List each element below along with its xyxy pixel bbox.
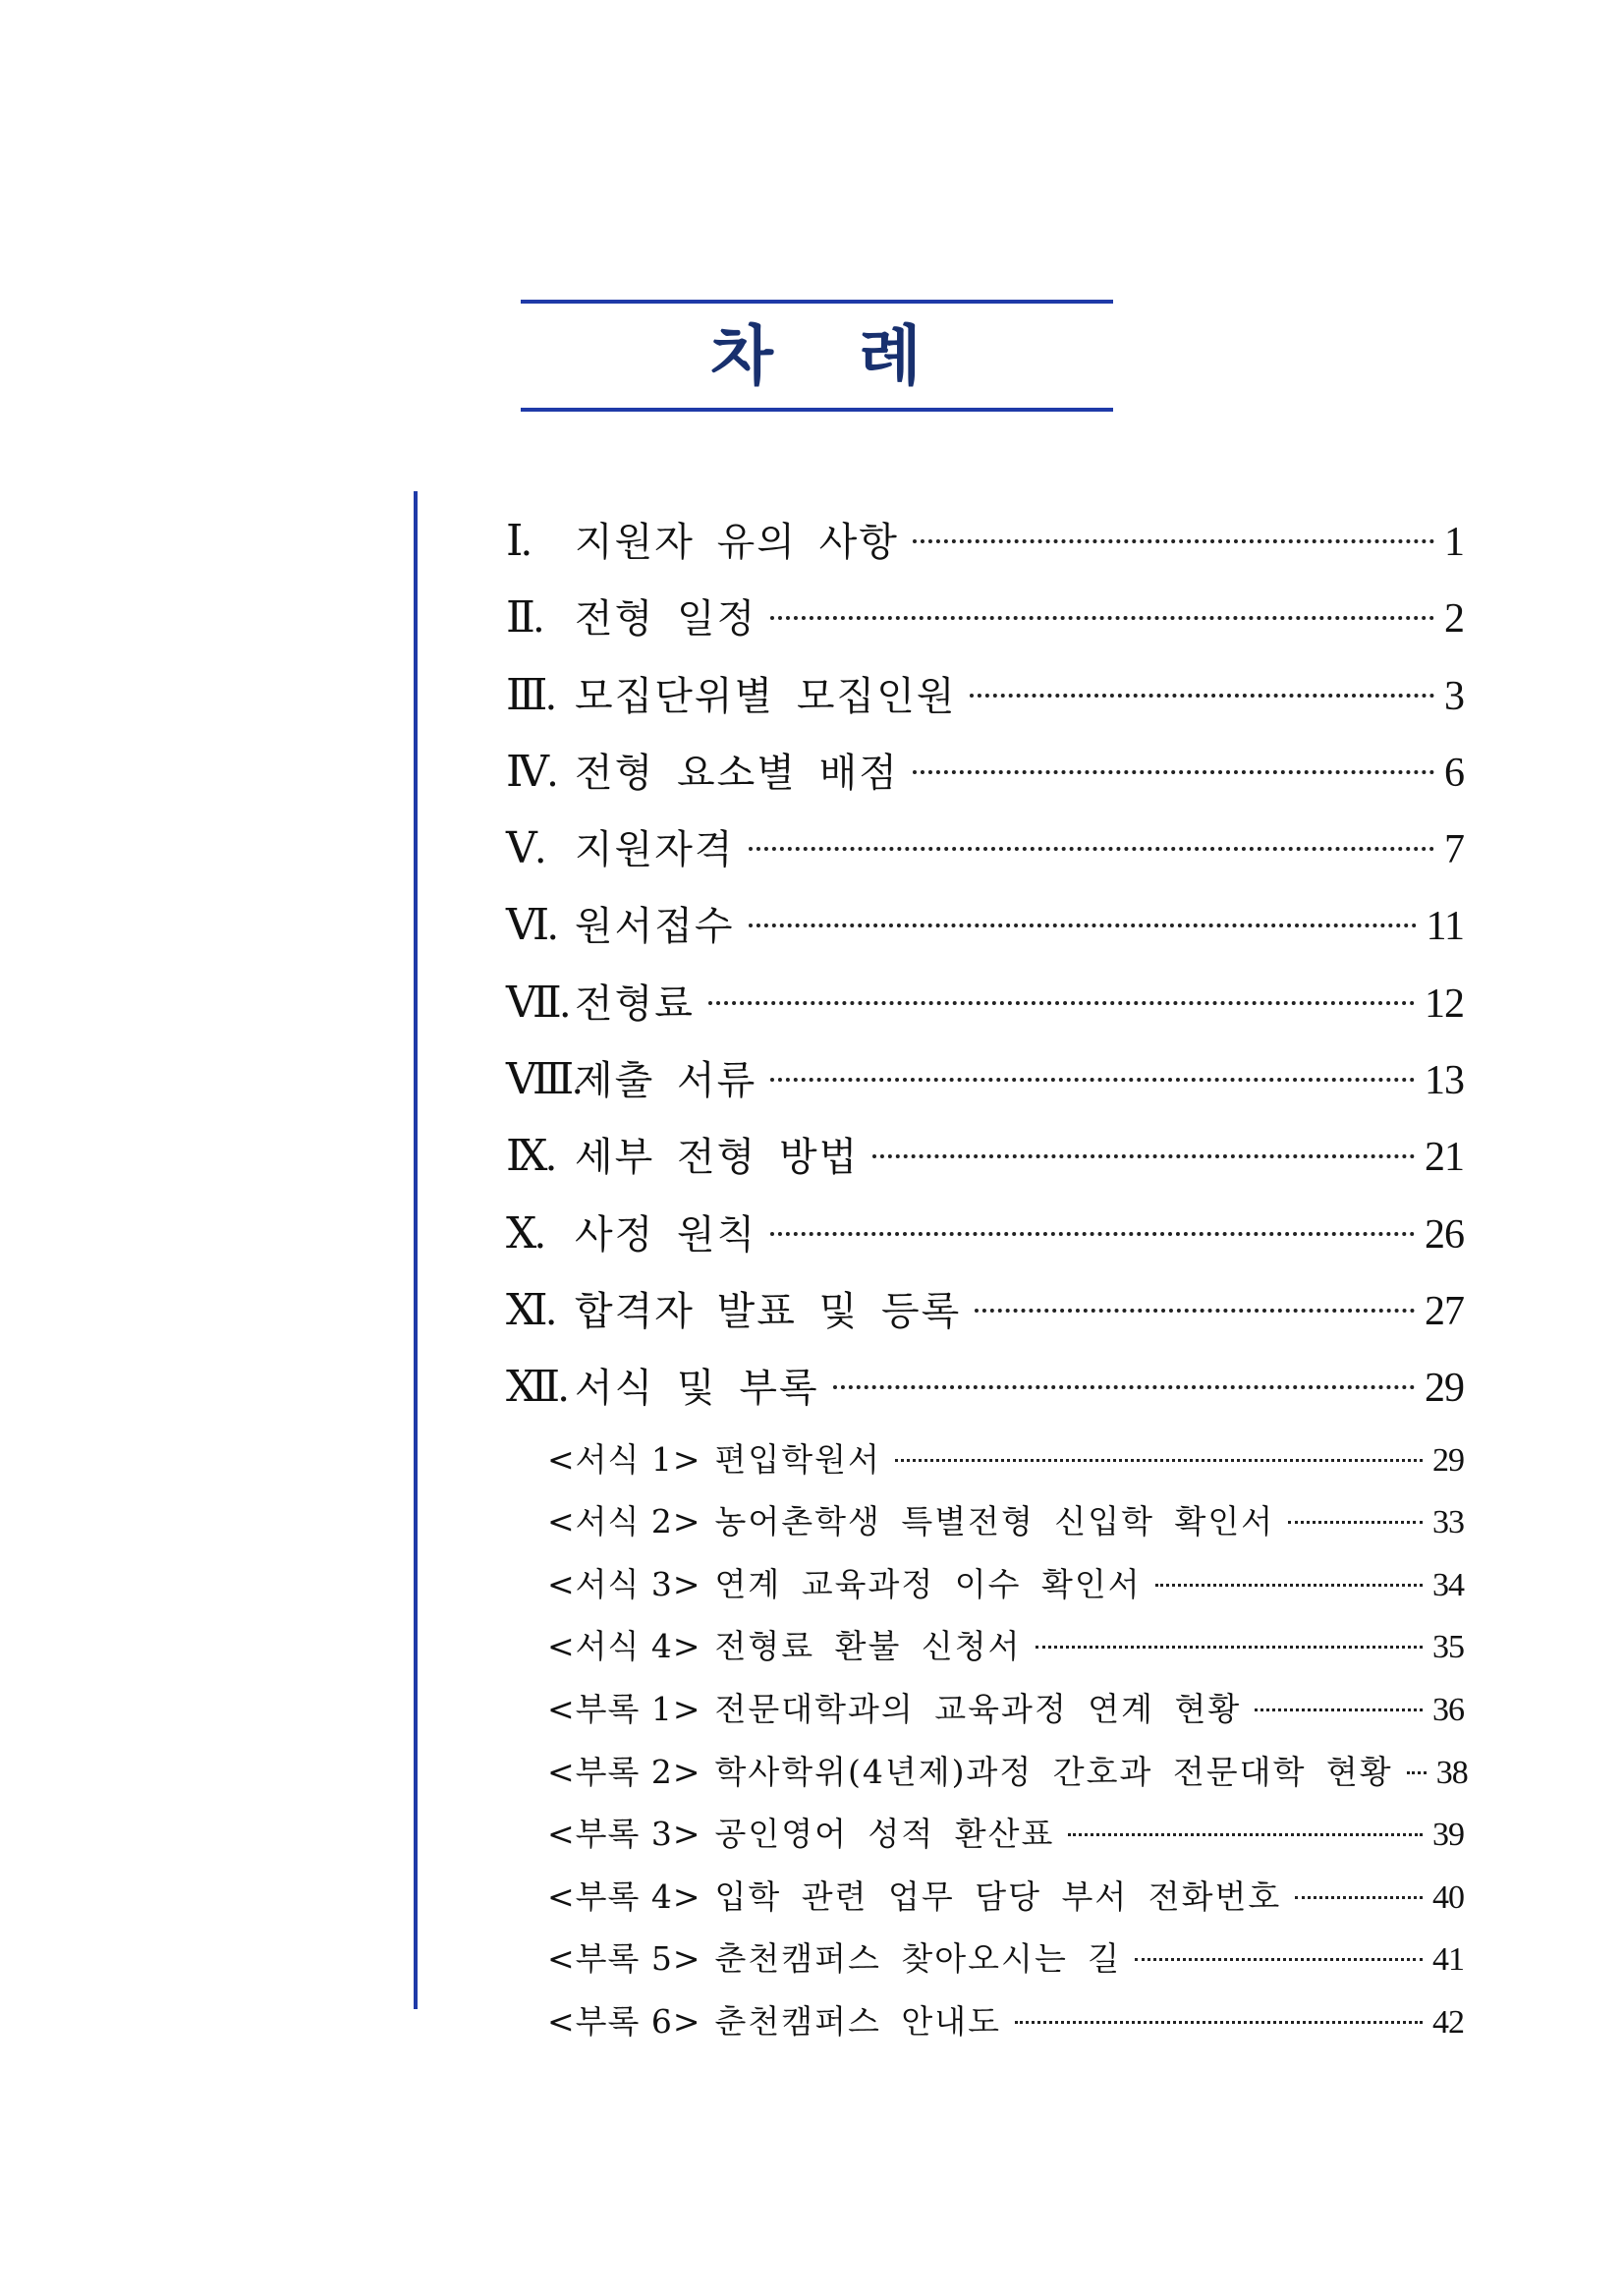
title-bottom-rule [521, 408, 1113, 412]
dot-leader [1407, 1771, 1427, 1774]
dot-leader [1068, 1833, 1423, 1836]
toc-item[interactable] [506, 895, 1464, 972]
dot-leader [913, 770, 1434, 774]
toc-item[interactable] [506, 1204, 1464, 1280]
dot-leader [1135, 1958, 1423, 1961]
toc-item[interactable] [506, 511, 1464, 588]
appendix-item[interactable] [506, 1434, 1464, 1497]
appendix-item-label: 농어촌학생 특별전형 신입학 확인서 [714, 1502, 1275, 1541]
appendix-item-label: 입학 관련 업무 담당 부서 전화번호 [714, 1876, 1282, 1916]
appendix-item-page: 39 [1432, 1817, 1464, 1854]
toc-item[interactable] [506, 1126, 1464, 1203]
toc-item-label: 서식 및 부록 [575, 1366, 819, 1412]
dot-leader [833, 1385, 1415, 1389]
toc-item-number: Ⅰ. [506, 517, 531, 565]
toc-item[interactable] [506, 742, 1464, 818]
dot-leader [770, 1232, 1415, 1236]
dot-leader [1036, 1646, 1423, 1649]
toc-item-label: 지원자격 [575, 827, 735, 873]
dot-leader [975, 1309, 1415, 1313]
toc-item-page: 1 [1444, 520, 1464, 565]
toc-item-label: 원서접수 [575, 904, 735, 950]
appendix-item-tag: <부록 4> [547, 1876, 701, 1916]
toc-item[interactable] [506, 818, 1464, 895]
toc-item-label: 모집단위별 모집인원 [575, 673, 957, 719]
toc-item-label: 지원자 유의 사항 [575, 520, 899, 565]
appendix-item-page: 41 [1432, 1941, 1464, 1979]
toc-item-number: Ⅻ. [506, 1363, 568, 1412]
appendix-item[interactable] [506, 1684, 1464, 1747]
appendix-item-label: 연계 교육과정 이수 확인서 [714, 1564, 1142, 1603]
appendix-item-tag: <부록 2> [547, 1752, 701, 1791]
appendix-item-label: 춘천캠퍼스 찾아오시는 길 [714, 1939, 1122, 1979]
dot-leader [1295, 1896, 1423, 1899]
title-top-rule [521, 300, 1113, 304]
appendix-item-label: 학사학위(4년제)과정 간호과 전문대학 현황 [714, 1752, 1393, 1791]
dot-leader [970, 694, 1434, 698]
side-rule [414, 491, 418, 2009]
toc-item-label: 사정 원칙 [575, 1211, 757, 1258]
toc-item-page: 13 [1425, 1058, 1464, 1104]
toc-item-label: 합격자 발표 및 등록 [575, 1288, 962, 1334]
toc-item-page: 21 [1425, 1135, 1464, 1181]
appendix-item-tag: <서식 2> [547, 1502, 701, 1541]
toc-item-label: 전형 일정 [575, 596, 757, 643]
appendix-item[interactable] [506, 1496, 1464, 1559]
toc-item-number: Ⅸ. [506, 1132, 555, 1181]
toc-item-page: 11 [1426, 904, 1464, 950]
toc-item-number: Ⅵ. [506, 901, 557, 950]
appendix-item-page: 34 [1432, 1566, 1464, 1603]
dot-leader [770, 616, 1434, 620]
title-box [521, 300, 1113, 412]
appendix-item[interactable] [506, 1872, 1464, 1934]
dot-leader [1015, 2021, 1423, 2024]
appendix-item-label: 춘천캠퍼스 안내도 [714, 2001, 1002, 2041]
toc-item[interactable] [506, 973, 1464, 1049]
toc-item[interactable] [506, 1049, 1464, 1126]
appendix-item-label: 전문대학과의 교육과정 연계 현황 [714, 1689, 1242, 1728]
toc-item-label: 세부 전형 방법 [575, 1135, 860, 1181]
appendix-item-tag: <부록 1> [547, 1689, 701, 1728]
toc-item-number: Ⅲ. [506, 670, 555, 719]
appendix-item-page: 29 [1432, 1441, 1464, 1479]
toc-item-page: 27 [1425, 1288, 1464, 1334]
appendix-item[interactable] [506, 1996, 1464, 2059]
dot-leader [913, 539, 1434, 543]
appendix-item-label: 공인영어 성적 환산표 [714, 1815, 1055, 1854]
appendix-item-tag: <서식 3> [547, 1564, 701, 1603]
toc-item[interactable] [506, 1357, 1464, 1433]
appendix-item[interactable] [506, 1933, 1464, 1996]
dot-leader [895, 1459, 1423, 1462]
dot-leader [872, 1154, 1415, 1158]
toc-item-number: Ⅹ. [506, 1208, 544, 1258]
dot-leader [770, 1078, 1415, 1082]
dot-leader [708, 1001, 1415, 1005]
toc-item-label: 제출 서류 [575, 1058, 757, 1104]
appendix-item-tag: <서식 4> [547, 1627, 701, 1666]
appendix-item-tag: <부록 6> [547, 2001, 701, 2041]
appendix-item-label: 전형료 환불 신청서 [714, 1627, 1022, 1666]
appendix-item-page: 36 [1432, 1691, 1464, 1728]
appendix-item-tag: <부록 3> [547, 1815, 701, 1854]
appendix-item-tag: <부록 5> [547, 1939, 701, 1979]
toc-item-number: Ⅺ. [506, 1285, 555, 1334]
dot-leader [749, 924, 1417, 927]
table-of-contents [506, 511, 1468, 2059]
appendix-item-page: 38 [1435, 1754, 1468, 1791]
toc-item-number: Ⅱ. [506, 593, 542, 643]
appendix-item[interactable] [506, 1559, 1464, 1622]
toc-item-number: Ⅶ. [506, 978, 569, 1027]
dot-leader [749, 847, 1434, 851]
toc-item-page: 12 [1425, 980, 1464, 1027]
appendix-item[interactable] [506, 1747, 1468, 1810]
toc-item[interactable] [506, 588, 1464, 664]
toc-item-label: 전형 요소별 배점 [575, 750, 899, 796]
toc-item-page: 26 [1425, 1211, 1464, 1258]
appendix-item[interactable] [506, 1809, 1464, 1872]
appendix-item-label: 편입학원서 [714, 1439, 881, 1479]
dot-leader [1155, 1584, 1423, 1587]
toc-item-page: 3 [1444, 673, 1464, 719]
toc-item-page: 2 [1444, 596, 1464, 643]
dot-leader [1255, 1708, 1423, 1711]
toc-item[interactable] [506, 1280, 1464, 1357]
appendix-item-page: 35 [1432, 1629, 1464, 1666]
appendix-item-page: 33 [1432, 1504, 1464, 1541]
toc-item-page: 6 [1444, 750, 1464, 796]
appendix-item[interactable] [506, 1621, 1464, 1684]
toc-item-number: Ⅳ. [506, 747, 556, 796]
appendix-item-page: 42 [1432, 2003, 1464, 2041]
dot-leader [1288, 1521, 1423, 1524]
appendix-item-page: 40 [1432, 1878, 1464, 1916]
page-title: 차 례 [710, 318, 924, 394]
toc-item-page: 7 [1444, 827, 1464, 873]
toc-item[interactable] [506, 665, 1464, 742]
toc-item-number: Ⅷ. [506, 1055, 582, 1104]
appendix-item-tag: <서식 1> [547, 1439, 701, 1479]
toc-item-number: Ⅴ. [506, 824, 544, 873]
toc-item-label: 전형료 [575, 980, 695, 1027]
toc-item-page: 29 [1425, 1366, 1464, 1412]
